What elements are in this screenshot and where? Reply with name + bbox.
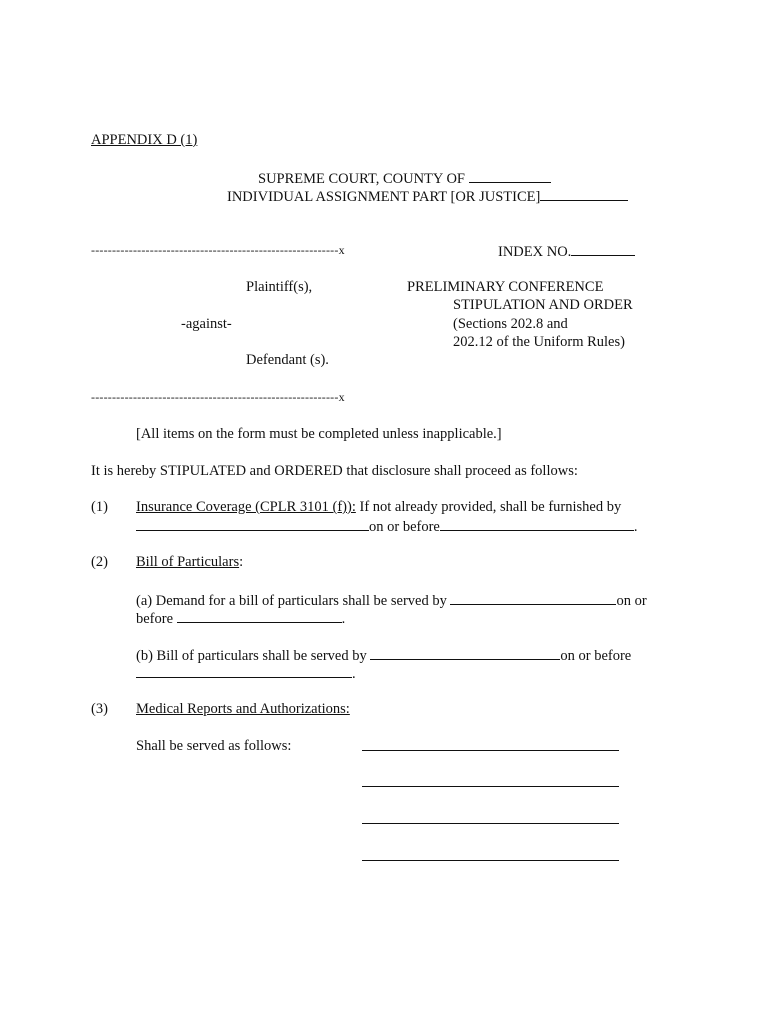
item-1-heading: Insurance Coverage (CPLR 3101 (f)): <box>136 499 356 515</box>
appendix-label: APPENDIX D (1) <box>91 132 198 148</box>
particulars-date-blank[interactable] <box>136 663 352 678</box>
justice-blank[interactable] <box>540 186 628 201</box>
item-1-line-2: on or before . <box>136 516 637 536</box>
index-number: INDEX NO. <box>498 241 635 261</box>
item-1-number: (1) <box>91 499 108 515</box>
county-blank[interactable] <box>469 168 551 183</box>
caption-divider-bottom: -----------------------------------------------------------x <box>91 390 345 404</box>
insurance-date-blank[interactable] <box>440 516 634 531</box>
item-2a-line-2: before . <box>136 608 345 628</box>
demand-served-by-blank[interactable] <box>450 590 616 605</box>
plaintiff-label: Plaintiff(s), <box>246 279 313 295</box>
defendant-label: Defendant (s). <box>246 352 329 368</box>
item-3-heading: Medical Reports and Authorizations: <box>136 701 350 717</box>
item-3-served-label: Shall be served as follows: <box>136 738 292 754</box>
insurance-furnished-by-blank[interactable] <box>136 516 369 531</box>
demand-date-blank[interactable] <box>177 608 342 623</box>
particulars-served-by-blank[interactable] <box>370 645 560 660</box>
medical-line-4[interactable] <box>362 860 619 861</box>
against-label: -against- <box>181 316 232 332</box>
item-2-number: (2) <box>91 554 108 570</box>
intro-statement: It is hereby STIPULATED and ORDERED that disclosure shall proceed as follows: <box>91 463 578 479</box>
item-2a-line-1: (a) Demand for a bill of particulars shall be served by on or <box>136 590 647 610</box>
medical-line-3[interactable] <box>362 823 619 824</box>
item-2b-line-2: . <box>136 663 356 683</box>
medical-line-1[interactable] <box>362 750 619 751</box>
caption-title-4: 202.12 of the Uniform Rules) <box>453 334 625 350</box>
item-3-number: (3) <box>91 701 108 717</box>
court-line-1: SUPREME COURT, COUNTY OF <box>258 168 551 188</box>
form-note: [All items on the form must be completed unless inapplicable.] <box>136 426 502 442</box>
item-1-line-1: Insurance Coverage (CPLR 3101 (f)): If not already provided, shall be furnished by <box>136 499 622 515</box>
court-line-2: INDIVIDUAL ASSIGNMENT PART [OR JUSTICE] <box>227 186 628 206</box>
caption-divider-top: -----------------------------------------------------------x <box>91 243 345 257</box>
caption-title-1: PRELIMINARY CONFERENCE <box>407 279 604 295</box>
medical-line-2[interactable] <box>362 786 619 787</box>
item-2b-line-1: (b) Bill of particulars shall be served by on or before <box>136 645 631 665</box>
item-2-heading: Bill of Particulars <box>136 554 240 570</box>
index-number-blank[interactable] <box>571 241 635 256</box>
caption-title-2: STIPULATION AND ORDER <box>453 297 633 313</box>
item-2-heading-line: Bill of Particulars: <box>136 554 244 570</box>
caption-title-3: (Sections 202.8 and <box>453 316 568 332</box>
